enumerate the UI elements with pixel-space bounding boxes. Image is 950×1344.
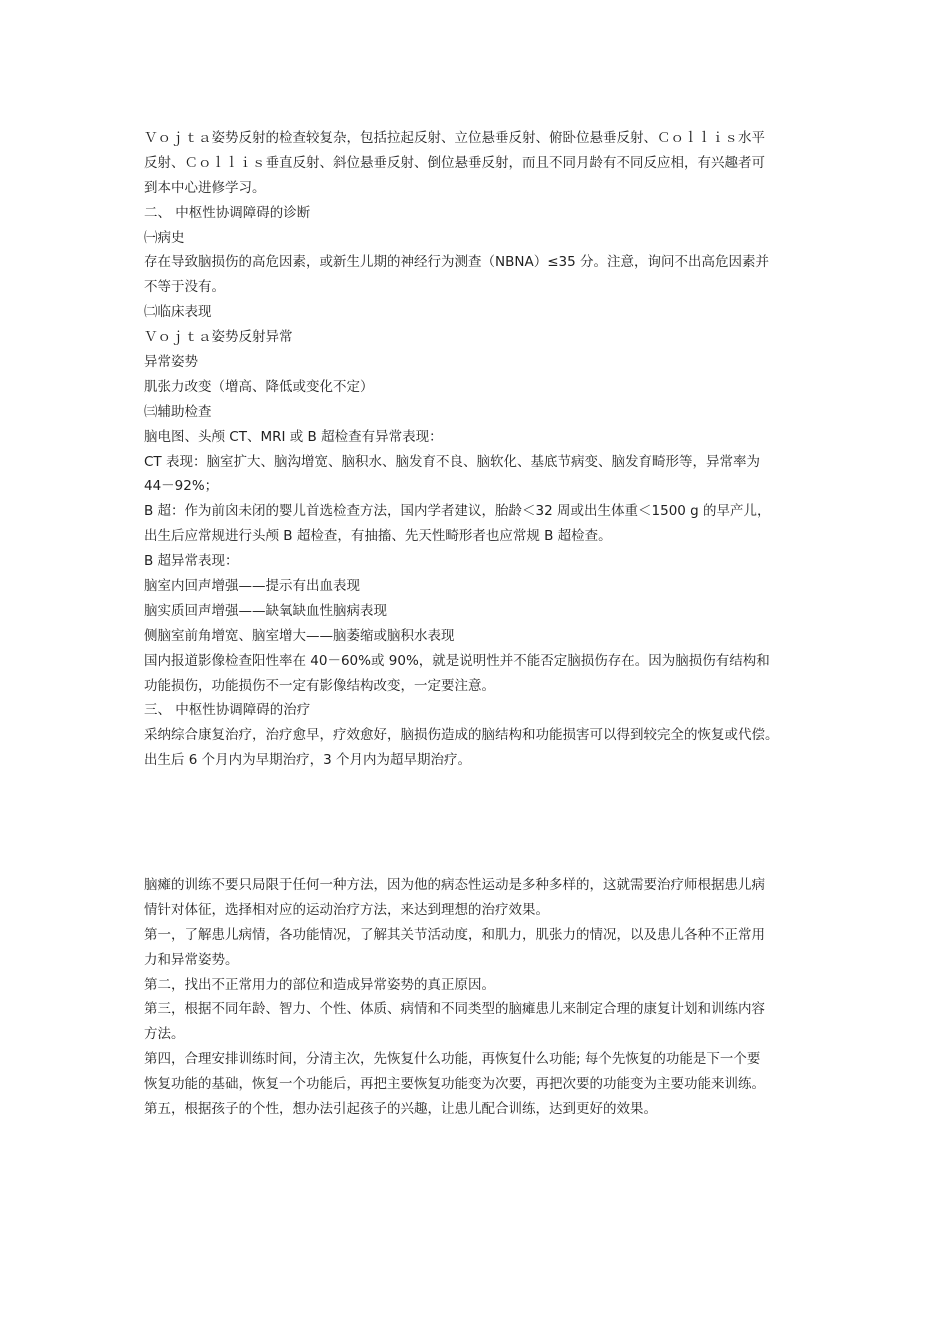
text-line: 反射、Ｃｏｌｌｉｓ垂直反射、斜位悬垂反射、倒位悬垂反射，而且不同月龄有不同反应相，有兴趣者可 [144,154,765,171]
text-line: 脑室内回声增强——提示有出血表现 [144,578,360,595]
text-line: 方法。 [144,1026,185,1043]
text-line: 功能损伤，功能损伤不一定有影像结构改变，一定要注意。 [144,677,495,694]
subheading: ㈢辅助检查 [144,403,212,420]
text-line: 脑实质回声增强——缺氧缺血性脑病表现 [144,602,387,619]
text-line: 脑瘫的训练不要只局限于任何一种方法，因为他的病态性运动是多种多样的，这就需要治疗师根据患儿病 [144,877,765,893]
text-line: 国内报道影像检查阳性率在 40－60%或 90%，就是说明性并不能否定脑损伤存在。因为脑损伤有结构和 [144,652,770,669]
diagnosis-treatment-section [144,126,824,773]
text-line: B 超异常表现： [144,553,239,570]
section-heading: 三、 中枢性协调障碍的治疗 [144,702,311,719]
text-line: 第三，根据不同年龄、智力、个性、体质、病情和不同类型的脑瘫患儿来制定合理的康复计划和训练内容 [144,1001,765,1018]
text-line: 恢复功能的基础，恢复一个功能后，再把主要恢复功能变为次要，再把次要的功能变为主要功能来训练。 [144,1076,765,1093]
text-line: Ｖｏｊｔａ姿势反射异常 [144,329,293,346]
text-line: 不等于没有。 [144,279,225,296]
text-line: 出生后应常规进行头颅 B 超检查，有抽搐、先天性畸形者也应常规 B 超检查。 [144,528,612,545]
text-line: 到本中心进修学习。 [144,179,266,196]
text-line: 肌张力改变（增高、降低或变化不定） [144,378,374,395]
text-line: 第五，根据孩子的个性，想办法引起孩子的兴趣，让患儿配合训练，达到更好的效果。 [144,1101,657,1118]
text-line: CT 表现：脑室扩大、脑沟增宽、脑积水、脑发育不良、脑软化、基底节病变、脑发育畸形等，异常率为 [144,453,760,470]
text-line: 第一，了解患儿病情，各功能情况，了解其关节活动度，和肌力，肌张力的情况，以及患儿各种不正常用 [144,926,765,943]
text-line: 44－92%； [144,478,219,495]
text-line: B 超：作为前囟未闭的婴儿首选检查方法，国内学者建议，胎龄＜32 周或出生体重＜1500 g 的早产儿， [144,503,771,520]
text-line: 存在导致脑损伤的高危因素，或新生儿期的神经行为测查（NBNA）≤35 分。注意，询问不出高危因素并 [144,254,769,271]
text-line: 情针对体征，选择相对应的运动治疗方法，来达到理想的治疗效果。 [144,901,549,918]
text-line: 采纳综合康复治疗，治疗愈早，疗效愈好，脑损伤造成的脑结构和功能损害可以得到较完全的恢复或代偿。 [144,727,779,744]
section-heading: 二、 中枢性协调障碍的诊断 [144,204,311,221]
training-section [144,873,824,1122]
subheading: ㈡临床表现 [144,304,212,321]
text-line: 第二，找出不正常用力的部位和造成异常姿势的真正原因。 [144,976,495,993]
subheading: ㈠病史 [144,229,185,246]
text-line: Ｖｏｊｔａ姿势反射的检查较复杂，包括拉起反射、立位悬垂反射、俯卧位悬垂反射、Ｃｏｌｌｉｓ水平 [144,130,765,146]
text-line: 侧脑室前角增宽、脑室增大——脑萎缩或脑积水表现 [144,627,455,644]
text-line: 第四，合理安排训练时间，分清主次，先恢复什么功能，再恢复什么功能; 每个先恢复的功能是下一个要 [144,1051,761,1068]
text-line: 脑电图、头颅 CT、MRI 或 B 超检查有异常表现： [144,428,443,445]
text-line: 力和异常姿势。 [144,951,239,968]
text-line: 异常姿势 [144,354,198,371]
text-line: 出生后 6 个月内为早期治疗，3 个月内为超早期治疗。 [144,752,472,769]
